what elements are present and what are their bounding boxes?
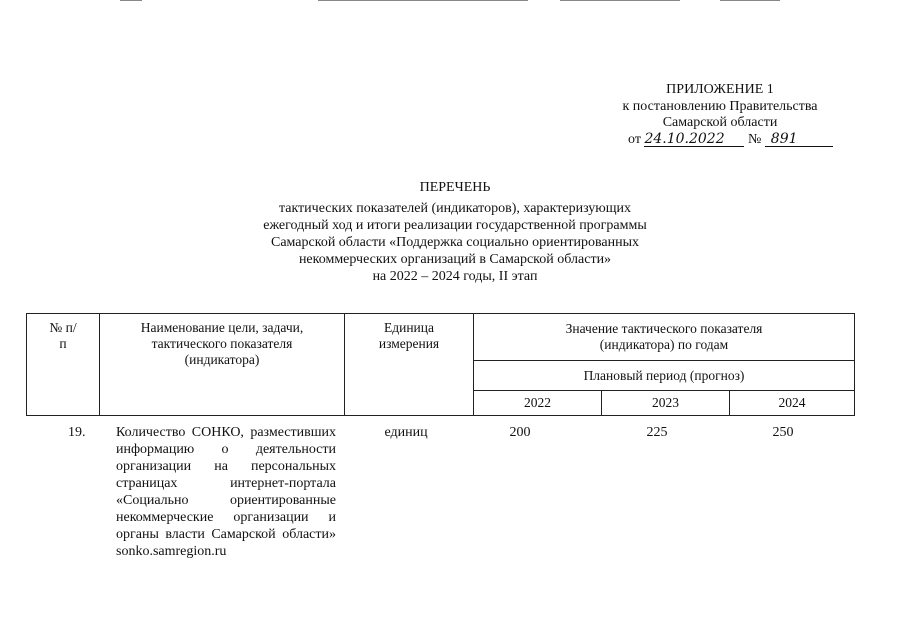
table-row <box>0 424 905 574</box>
header-period: Плановый период (прогноз) <box>474 361 855 391</box>
header-name: Наименование цели, задачи, тактического показателя (индикатора) <box>100 314 345 416</box>
row-unit: единиц <box>384 425 428 440</box>
appendix-block <box>600 82 840 148</box>
title-heading: ПЕРЕЧЕНЬ <box>419 180 491 195</box>
scan-artifact-line <box>318 0 528 1</box>
title-line: ежегодный ход и итоги реализации государственной программы <box>263 218 647 233</box>
header-value: Значение тактического показателя (индикатора) по годам <box>474 314 855 361</box>
title-line: тактических показателей (индикаторов), характеризующих <box>278 201 632 216</box>
appendix-line: к постановлению Правительства <box>622 98 818 114</box>
indicators-table-header <box>26 313 855 416</box>
row-number: 19. <box>68 425 86 440</box>
header-unit: Единица измерения <box>345 314 474 416</box>
scan-artifact-line <box>560 0 680 1</box>
title-line: Самарской области «Поддержка социально ориентированных <box>270 235 639 250</box>
appendix-title: ПРИЛОЖЕНИЕ 1 <box>666 82 774 97</box>
appendix-date-number <box>600 132 840 149</box>
header-year-2022: 2022 <box>474 391 602 416</box>
document-title <box>200 179 710 285</box>
scan-artifact-line <box>120 0 142 1</box>
scan-artifact-line <box>720 0 780 1</box>
signed-number: 891 <box>765 132 833 147</box>
signed-date: 24.10.2022 <box>644 132 744 147</box>
row-indicator-name: Количество СОНКО, разместивших информацию о деятельности организации на персональных страницах интернет-портала «Социально ориентированные некоммерческие организации и органы власти Самарской области» sonko.samregion.ru <box>116 425 336 559</box>
row-value-2024: 250 <box>772 425 794 440</box>
header-year-2024: 2024 <box>730 391 855 416</box>
row-value-2023: 225 <box>646 425 668 440</box>
title-line: на 2022 – 2024 годы, II этап <box>372 269 538 284</box>
row-value-2022: 200 <box>509 425 531 440</box>
appendix-line: Самарской области <box>662 115 778 130</box>
header-year-2023: 2023 <box>602 391 730 416</box>
title-line: некоммерческих организаций в Самарской области» <box>298 252 612 267</box>
header-num: № п/п <box>27 314 100 416</box>
date-prefix: от <box>628 131 641 147</box>
number-prefix: № <box>747 131 762 147</box>
